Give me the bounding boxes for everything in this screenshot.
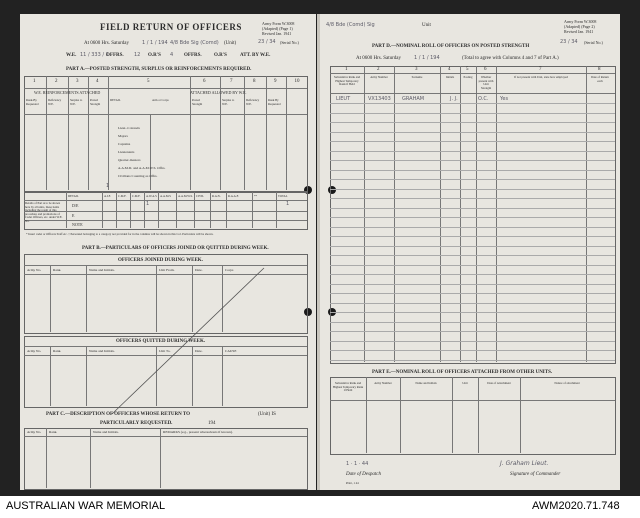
part-a-heading: PART A.—POSTED STRENGTH, SURPLUS OR REINFORCEMENTS REQUIRED. bbox=[66, 67, 252, 72]
column-heading: Rank. bbox=[53, 268, 62, 272]
row-note: NOTE bbox=[72, 222, 83, 227]
column-heading: Posted Strength bbox=[192, 98, 203, 106]
footnote: * Insert cadet or Officers Staff etc. † Personnel belonging to a category not provided for in the columns will be shown in this Col. Particulars will be shown. bbox=[26, 232, 214, 236]
column-heading: Unit From. bbox=[159, 268, 175, 272]
details-column-head: C.M.F. bbox=[118, 194, 127, 198]
details-column-head: A.A.M.W.S. bbox=[178, 194, 193, 198]
hw-offrs: 12 bbox=[134, 52, 141, 58]
hw-right-unit: 4/8 Bde (Comd) Sig bbox=[326, 22, 375, 28]
offrs-label: OFFRS. bbox=[106, 53, 124, 58]
column-heading: Whether present with Unit Strength bbox=[478, 75, 494, 90]
column-number: 10 bbox=[294, 79, 300, 84]
column-heading: Posted Strength bbox=[90, 98, 101, 106]
column-heading: Rank. bbox=[49, 430, 58, 434]
column-heading: Army Number bbox=[374, 381, 392, 385]
printer-note: Print, 1 44 bbox=[346, 481, 359, 485]
row-de: D/E bbox=[72, 203, 79, 208]
hw-detail-1: 1 bbox=[146, 201, 150, 207]
footer-institution: AUSTRALIAN WAR MEMORIAL bbox=[6, 500, 166, 512]
form-title: FIELD RETURN OF OFFICERS bbox=[100, 22, 242, 32]
column-heading: Unit To. bbox=[159, 349, 171, 353]
part-c-table bbox=[24, 428, 308, 490]
details-column-head: A.A.M.S bbox=[160, 194, 171, 198]
column-heading: CAUSE bbox=[225, 349, 237, 353]
hw-right-serial: 23 / 34 bbox=[560, 39, 578, 45]
column-number: 1 bbox=[345, 67, 348, 72]
row-value: VX13403 bbox=[368, 96, 391, 102]
details-column-head: ** bbox=[254, 194, 257, 198]
column-heading: Posting bbox=[463, 75, 473, 79]
unit-label: Unit bbox=[422, 23, 431, 28]
ors-label: O.R'S bbox=[148, 53, 161, 58]
column-heading: REMARKS (e.g., present whereabouts if known). bbox=[163, 430, 233, 434]
details-column-head: TOTAL bbox=[278, 194, 288, 198]
strike-through-line bbox=[24, 266, 306, 416]
column-heading: Date of Attachment bbox=[487, 381, 511, 385]
column-heading: Deficiency W.E. bbox=[246, 98, 260, 106]
column-heading: Name and Initials. bbox=[89, 268, 115, 272]
offrs2-label: OFFRS. bbox=[184, 53, 202, 58]
hw-right-date: 1 / 1 / 194 bbox=[414, 55, 440, 61]
hw-signature: J. Graham Lieut. bbox=[500, 460, 549, 467]
column-heading: Name and Initials. bbox=[89, 349, 115, 353]
details-column-head: R.A.N. bbox=[212, 194, 221, 198]
column-number: 6 bbox=[484, 67, 487, 72]
column-number: 2 bbox=[377, 67, 380, 72]
column-heading: Rank By Requested bbox=[268, 98, 281, 106]
rank-label: Lieutenants bbox=[118, 150, 135, 154]
column-number: 8 bbox=[253, 79, 256, 84]
quitted-heading: OFFICERS QUITTED DURING WEEK. bbox=[116, 339, 206, 344]
date-line-2: At 0600 Hrs. Saturday bbox=[356, 56, 401, 61]
form-reference-2: Army Form W.3008 (Adapted) (Page 2) Revised Jan. 1941 bbox=[564, 19, 597, 34]
serial-label-2: (Serial No.) bbox=[584, 40, 603, 45]
column-heading: Army No. bbox=[27, 349, 42, 353]
date-line-tail: (Total to agree with Columns 4 and 7 of Part A.) bbox=[462, 56, 559, 61]
row-value: LIEUT bbox=[336, 96, 351, 102]
column-number: 3 bbox=[76, 79, 79, 84]
part-d-heading: PART D.—NOMINAL ROLL OF OFFICERS ON POSTED STRENGTH bbox=[372, 44, 530, 49]
rank-label: Quarter-masters bbox=[118, 158, 141, 162]
joined-heading: OFFICERS JOINED DURING WEEK. bbox=[118, 258, 203, 263]
column-heading: Rank. bbox=[53, 349, 62, 353]
row-e: E bbox=[72, 213, 75, 218]
part-e-table bbox=[330, 377, 616, 455]
column-heading: Date. bbox=[195, 349, 203, 353]
hw-date: 1 / 1 / 194 bbox=[142, 40, 168, 46]
caption-bar bbox=[0, 496, 640, 518]
att-label: ATT. BY W.E. bbox=[240, 53, 271, 58]
column-heading: Nature of attachment bbox=[554, 381, 580, 385]
column-number: 8 bbox=[598, 67, 601, 72]
column-number: 3 bbox=[415, 67, 418, 72]
rank-label: Civilians Counting as Offrs. bbox=[118, 174, 158, 178]
column-heading: Army No. bbox=[27, 430, 42, 434]
column-heading: Rank-By Requested bbox=[26, 98, 39, 106]
column-number: 9 bbox=[274, 79, 277, 84]
date-despatch-label: Date of Despatch bbox=[346, 472, 381, 477]
column-heading: Corps bbox=[225, 268, 234, 272]
hw-detail-total: 1 bbox=[286, 201, 290, 207]
form-reference: Army Form W.3008 (Adapted) (Page 1) Revised Jan. 1941 bbox=[262, 21, 295, 36]
row-value: O.C. bbox=[478, 96, 489, 102]
part-c-date: 194 bbox=[208, 421, 216, 426]
column-heading: Surplus to W.E. bbox=[222, 98, 235, 106]
footer-accession: AWM2020.71.748 bbox=[532, 500, 620, 512]
column-number: 5 bbox=[466, 67, 469, 72]
column-number: 5 bbox=[147, 79, 150, 84]
column-heading: Name and Initials. bbox=[93, 430, 119, 434]
hw-serial: 23 / 34 bbox=[258, 39, 276, 45]
hw-despatch: 1 · 1 · 44 bbox=[346, 461, 369, 467]
we-label: W.E. bbox=[66, 53, 77, 58]
hw-ors: 4 bbox=[170, 52, 174, 58]
column-number: 4 bbox=[448, 67, 451, 72]
details-column-head: R.A.A.F. bbox=[228, 194, 239, 198]
column-heading: Surplus to W.E. bbox=[70, 98, 83, 106]
part-c-unit: (Unit) IS bbox=[258, 412, 276, 417]
part-c-requested: PARTICULARLY REQUESTED. bbox=[100, 421, 173, 426]
column-number: 7 bbox=[539, 67, 542, 72]
date-line: At 0600 Hrs. Saturday bbox=[84, 41, 129, 46]
rank-label: Lieut.-Colonels bbox=[118, 126, 140, 130]
rank-label: A.A.M.D. and A.A.M.W.S. Offrs. bbox=[118, 166, 166, 170]
we-group-label: W.E. REINFORCEMENTS ATTACHED bbox=[34, 90, 101, 95]
column-heading: Deficiency W.E. bbox=[48, 98, 62, 106]
column-number: 7 bbox=[230, 79, 233, 84]
hw-we: 11 / 333 / 1 bbox=[80, 52, 109, 58]
date-line-unit: (Unit) bbox=[224, 41, 237, 46]
signature-label: Signature of Commander bbox=[510, 472, 561, 477]
row-value: GRAHAM bbox=[402, 96, 425, 102]
column-heading: Arm or Corps bbox=[152, 98, 169, 102]
serial-label: (Serial No.) bbox=[280, 40, 299, 45]
column-number: 6 bbox=[203, 79, 206, 84]
column-heading: Substantive Rank and Highest Temporary Rank if Held bbox=[332, 381, 364, 392]
column-heading: DETAIL bbox=[110, 98, 121, 102]
part-b-heading: PART B.—PARTICULARS OF OFFICERS JOINED OR QUITTED DURING WEEK. bbox=[82, 246, 269, 251]
details-column-head: A.I.F. bbox=[104, 194, 111, 198]
part-c-heading: PART C.—DESCRIPTION OF OFFICERS WHOSE RETURN TO bbox=[46, 412, 191, 417]
details-column-head: CIVIL bbox=[196, 194, 204, 198]
rank-label: Majors bbox=[118, 134, 128, 138]
column-heading: Unit bbox=[462, 381, 468, 385]
column-heading: Date. bbox=[195, 268, 203, 272]
row-value: Yes bbox=[500, 96, 509, 102]
column-heading: Surname bbox=[411, 75, 423, 79]
column-heading: Substantive Rank and Highest Temporary Rank if Held bbox=[333, 75, 361, 86]
ors2-label: O.R'S bbox=[214, 53, 227, 58]
column-heading: Initials bbox=[445, 75, 455, 79]
column-heading: Name and Initials bbox=[415, 381, 437, 385]
details-column-head: C.M.F. bbox=[132, 194, 141, 198]
details-column-head: A.W.A.S bbox=[146, 194, 157, 198]
hw-unit: 4/8 Bde Sig (Comd) bbox=[170, 40, 219, 46]
details-column-head: DETAIL bbox=[68, 194, 79, 198]
details-note: Details of Part A to be shown here by all units, these items including the result of this procedure and promotions of Cadet Officers, etc. under W.E. No. bbox=[25, 201, 63, 223]
column-heading: Army No. bbox=[27, 268, 42, 272]
rank-label: Captains bbox=[118, 142, 131, 146]
column-number: 4 bbox=[96, 79, 99, 84]
attached-group-label: ATTACHED ALLOWED BY W.E. bbox=[190, 90, 247, 95]
column-number: 2 bbox=[55, 79, 58, 84]
part-e-heading: PART E.—NOMINAL ROLL OF OFFICERS ATTACHED FROM OTHER UNITS. bbox=[372, 370, 553, 375]
column-heading: Date of Return each bbox=[591, 75, 609, 83]
hw-posted: 1 bbox=[106, 183, 110, 189]
row-value: J. J. bbox=[450, 96, 458, 102]
column-number: 1 bbox=[33, 79, 36, 84]
column-heading: If not present with Unit, state how employed bbox=[514, 75, 568, 79]
column-heading: Army Number bbox=[370, 75, 388, 79]
part-d-table bbox=[330, 66, 616, 364]
